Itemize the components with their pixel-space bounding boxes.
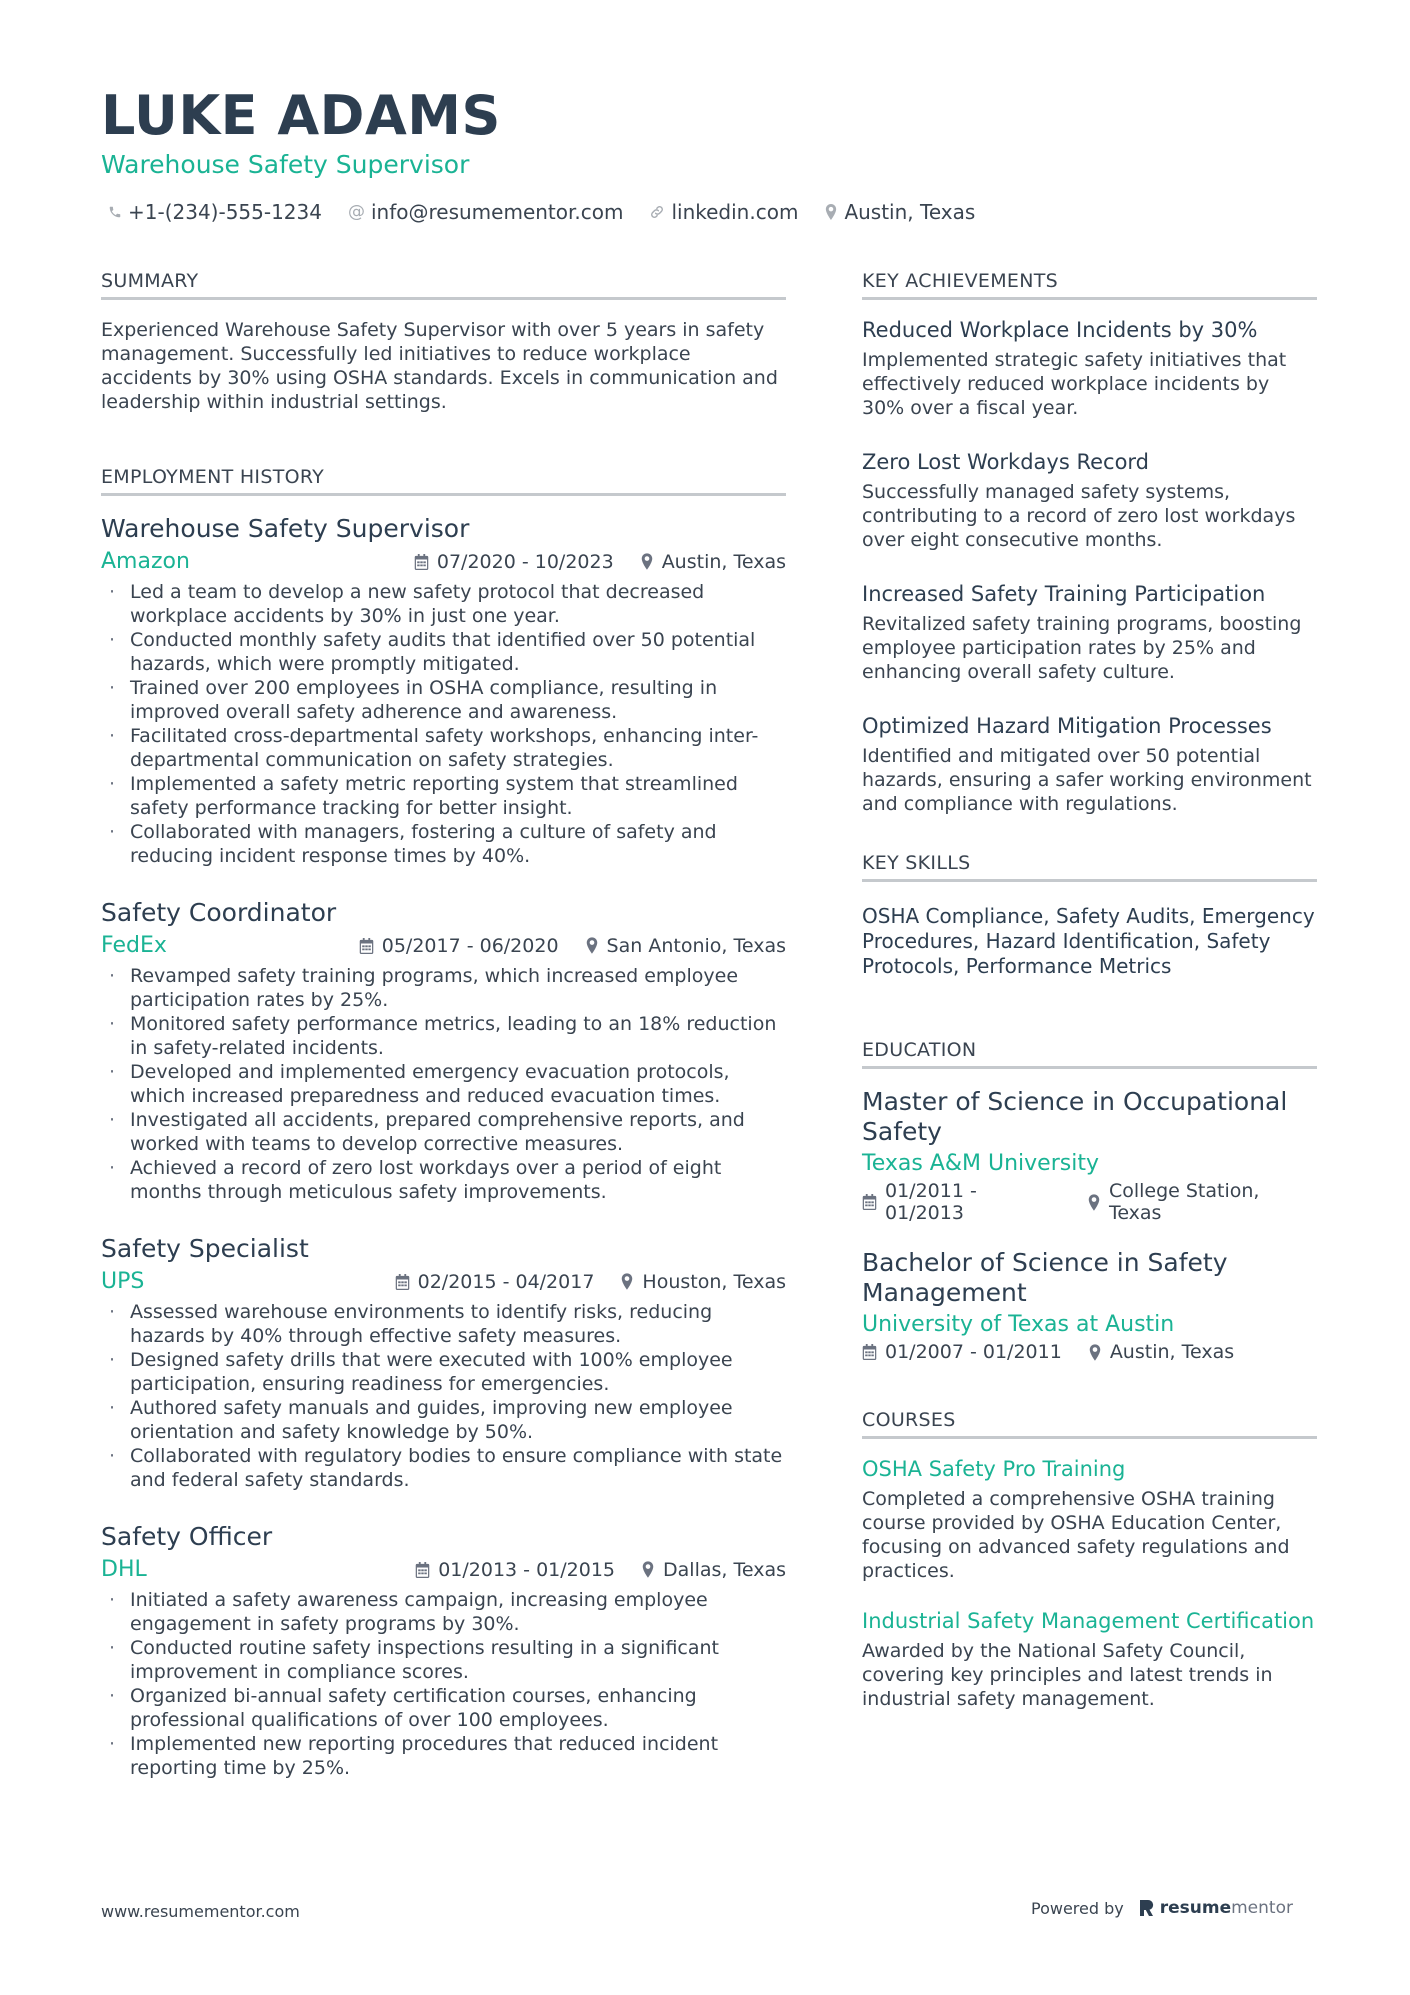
job-meta-row bbox=[101, 933, 786, 958]
skills-heading: KEY SKILLS bbox=[862, 852, 1317, 882]
bullet-item: · Designed safety drills that were executed with 100% employee participation, ensuring readiness for emergencies. bbox=[101, 1348, 786, 1396]
contact-bar bbox=[108, 200, 975, 224]
candidate-name: LUKE ADAMS bbox=[101, 84, 501, 147]
location-text: Austin, Texas bbox=[661, 550, 786, 573]
date-range bbox=[862, 1180, 1061, 1224]
achievement-title: Reduced Workplace Incidents by 30% bbox=[862, 318, 1258, 342]
school-name: Texas A&M University bbox=[862, 1151, 1099, 1176]
education-item bbox=[862, 1248, 1317, 1363]
contact-location bbox=[824, 200, 975, 224]
job-entry bbox=[101, 514, 786, 868]
job-bullets bbox=[101, 580, 786, 868]
job-entry bbox=[101, 1234, 786, 1492]
education-meta bbox=[862, 1180, 1317, 1224]
map-pin-icon bbox=[824, 204, 838, 220]
bullet-item: · Developed and implemented emergency evacuation protocols, which increased preparedness and reduced evacuation times. bbox=[101, 1060, 786, 1108]
achievement-list bbox=[862, 318, 1317, 816]
left-column bbox=[101, 270, 786, 1810]
right-column bbox=[862, 270, 1317, 1737]
location bbox=[620, 1271, 786, 1293]
brand-mark-icon bbox=[1138, 1899, 1154, 1917]
job-title: Safety Specialist bbox=[101, 1234, 309, 1263]
contact-phone[interactable] bbox=[108, 200, 322, 224]
course-text: Completed a comprehensive OSHA training course provided by OSHA Education Center, focusing on advanced safety regulations and practices. bbox=[862, 1488, 1290, 1582]
course-text: Awarded by the National Safety Council, covering key principles and latest trends in industrial safety management. bbox=[862, 1640, 1273, 1710]
achievement-title: Zero Lost Workdays Record bbox=[862, 450, 1150, 474]
job-title: Safety Officer bbox=[101, 1522, 273, 1551]
bullet-item: · Collaborated with regulatory bodies to ensure compliance with state and federal safety standards. bbox=[101, 1444, 786, 1492]
company-name: Amazon bbox=[101, 549, 190, 574]
phone-icon bbox=[108, 205, 122, 219]
bullet-item: · Monitored safety performance metrics, leading to an 18% reduction in safety-related incidents. bbox=[101, 1012, 786, 1060]
bullet-item: · Investigated all accidents, prepared comprehensive reports, and worked with teams to develop corrective measures. bbox=[101, 1108, 786, 1156]
map-pin-icon bbox=[1087, 1194, 1101, 1211]
job-meta bbox=[414, 551, 786, 573]
contact-email-text: info@resumementor.com bbox=[370, 200, 624, 224]
bullet-item: · Initiated a safety awareness campaign, increasing employee engagement in safety programs by 30%. bbox=[101, 1588, 786, 1636]
dates-text: 01/2013 - 01/2015 bbox=[438, 1558, 616, 1581]
job-meta-row bbox=[101, 1557, 786, 1582]
date-range bbox=[395, 1271, 595, 1293]
company-name: UPS bbox=[101, 1269, 145, 1294]
education-item bbox=[862, 1087, 1317, 1224]
location bbox=[585, 935, 786, 957]
course-item bbox=[862, 1457, 1317, 1583]
calendar-icon bbox=[862, 1344, 877, 1360]
calendar-icon bbox=[395, 1274, 410, 1290]
contact-linkedin[interactable] bbox=[649, 200, 798, 224]
skills-text: OSHA Compliance, Safety Audits, Emergency Procedures, Hazard Identification, Safety Protocols, Performance Metrics bbox=[862, 904, 1315, 978]
location bbox=[640, 551, 786, 573]
company-name: DHL bbox=[101, 1557, 147, 1582]
achievement-title: Increased Safety Training Participation bbox=[862, 582, 1266, 606]
job-list bbox=[101, 514, 786, 1780]
course-title: Industrial Safety Management Certification bbox=[862, 1609, 1315, 1633]
contact-phone-text: +1-(234)-555-1234 bbox=[128, 200, 322, 224]
company-name: FedEx bbox=[101, 933, 167, 958]
dates-text: 01/2007 - 01/2011 bbox=[885, 1341, 1062, 1363]
job-meta bbox=[359, 935, 786, 957]
footer-website[interactable]: www.resumementor.com bbox=[101, 1902, 300, 1921]
calendar-icon bbox=[862, 1194, 877, 1210]
employment-heading: EMPLOYMENT HISTORY bbox=[101, 466, 786, 496]
job-title: Warehouse Safety Supervisor bbox=[101, 514, 470, 543]
courses-heading: COURSES bbox=[862, 1409, 1317, 1439]
degree-title: Master of Science in Occupational Safety bbox=[862, 1087, 1288, 1146]
at-icon: @ bbox=[347, 202, 365, 222]
contact-linkedin-text: linkedin.com bbox=[671, 200, 799, 224]
date-range bbox=[862, 1341, 1062, 1363]
calendar-icon bbox=[359, 938, 374, 954]
achievement-text: Revitalized safety training programs, boosting employee participation rates by 25% and enhancing overall safety culture. bbox=[862, 613, 1302, 683]
degree-title: Bachelor of Science in Safety Management bbox=[862, 1248, 1228, 1307]
achievement-item bbox=[862, 714, 1317, 816]
education-heading: EDUCATION bbox=[862, 1039, 1317, 1069]
achievement-text: Implemented strategic safety initiatives that effectively reduced workplace incidents by 30% over a fiscal year. bbox=[862, 349, 1287, 419]
contact-email[interactable] bbox=[348, 200, 623, 224]
bullet-item: · Achieved a record of zero lost workdays over a period of eight months through meticulous safety improvements. bbox=[101, 1156, 786, 1204]
summary-heading: SUMMARY bbox=[101, 270, 786, 300]
job-bullets bbox=[101, 1588, 786, 1780]
bullet-item: · Authored safety manuals and guides, improving new employee orientation and safety knowledge by 50%. bbox=[101, 1396, 786, 1444]
bullet-item: · Organized bi-annual safety certification courses, enhancing professional qualifications of over 100 employees. bbox=[101, 1684, 786, 1732]
bullet-item: · Conducted monthly safety audits that identified over 50 potential hazards, which were promptly mitigated. bbox=[101, 628, 786, 676]
education-meta bbox=[862, 1341, 1317, 1363]
map-pin-icon bbox=[640, 553, 654, 570]
map-pin-icon bbox=[1088, 1344, 1102, 1361]
course-title: OSHA Safety Pro Training bbox=[862, 1457, 1126, 1481]
dates-text: 01/2011 - 01/2013 bbox=[885, 1180, 977, 1224]
course-list bbox=[862, 1457, 1317, 1711]
bullet-item: · Collaborated with managers, fostering a culture of safety and reducing incident response times by 40%. bbox=[101, 820, 786, 868]
bullet-item: · Implemented a safety metric reporting system that streamlined safety performance tracking for better insight. bbox=[101, 772, 786, 820]
footer-brand bbox=[1031, 1898, 1293, 1918]
location-text: Houston, Texas bbox=[642, 1270, 786, 1293]
bullet-item: · Facilitated cross-departmental safety workshops, enhancing inter-departmental communication on safety strategies. bbox=[101, 724, 786, 772]
achievements-heading: KEY ACHIEVEMENTS bbox=[862, 270, 1317, 300]
powered-by-label: Powered by bbox=[1031, 1898, 1124, 1918]
date-range bbox=[415, 1559, 615, 1581]
achievement-text: Identified and mitigated over 50 potential hazards, ensuring a safer working environment and compliance with regulations. bbox=[862, 745, 1312, 815]
education-list bbox=[862, 1087, 1317, 1363]
achievement-item bbox=[862, 582, 1317, 684]
achievement-item bbox=[862, 450, 1317, 552]
job-bullets bbox=[101, 964, 786, 1204]
bullet-item: · Implemented new reporting procedures that reduced incident reporting time by 25%. bbox=[101, 1732, 786, 1780]
bullet-item: · Assessed warehouse environments to identify risks, reducing hazards by 40% through effective safety measures. bbox=[101, 1300, 786, 1348]
location bbox=[641, 1559, 786, 1581]
candidate-title: Warehouse Safety Supervisor bbox=[101, 150, 470, 179]
calendar-icon bbox=[414, 554, 429, 570]
location-text: College Station, Texas bbox=[1108, 1180, 1260, 1224]
map-pin-icon bbox=[620, 1273, 634, 1290]
location bbox=[1087, 1180, 1317, 1224]
date-range bbox=[414, 551, 614, 573]
location bbox=[1088, 1341, 1234, 1363]
map-pin-icon bbox=[585, 937, 599, 954]
dates-text: 07/2020 - 10/2023 bbox=[436, 550, 614, 573]
brand-logo[interactable] bbox=[1138, 1898, 1293, 1918]
location-text: Dallas, Texas bbox=[663, 1558, 786, 1581]
location-text: San Antonio, Texas bbox=[606, 934, 786, 957]
achievement-text: Successfully managed safety systems, contributing to a record of zero lost workdays over eight consecutive months. bbox=[862, 481, 1296, 551]
school-name: University of Texas at Austin bbox=[862, 1312, 1175, 1337]
bullet-item: · Conducted routine safety inspections resulting in a significant improvement in compliance scores. bbox=[101, 1636, 786, 1684]
achievement-item bbox=[862, 318, 1317, 420]
bullet-item: · Trained over 200 employees in OSHA compliance, resulting in improved overall safety adherence and awareness. bbox=[101, 676, 786, 724]
link-icon bbox=[649, 204, 665, 220]
dates-text: 05/2017 - 06/2020 bbox=[381, 934, 559, 957]
job-meta bbox=[395, 1271, 786, 1293]
dates-text: 02/2015 - 04/2017 bbox=[417, 1270, 595, 1293]
brand-name-a: resume bbox=[1159, 1898, 1232, 1918]
map-pin-icon bbox=[641, 1561, 655, 1578]
location-text: Austin, Texas bbox=[1109, 1341, 1235, 1363]
job-entry bbox=[101, 898, 786, 1204]
job-entry bbox=[101, 1522, 786, 1780]
summary-text: Experienced Warehouse Safety Supervisor with over 5 years in safety management. Successfully led initiatives to reduce workplace accidents by 30% using OSHA standards. Excels in communication and leadership within industrial settings. bbox=[101, 319, 778, 413]
calendar-icon bbox=[415, 1562, 430, 1578]
job-meta-row bbox=[101, 549, 786, 574]
bullet-item: · Revamped safety training programs, which increased employee participation rates by 25%. bbox=[101, 964, 786, 1012]
brand-name-b: mentor bbox=[1231, 1898, 1293, 1918]
job-title: Safety Coordinator bbox=[101, 898, 337, 927]
job-bullets bbox=[101, 1300, 786, 1492]
bullet-item: · Led a team to develop a new safety protocol that decreased workplace accidents by 30% in just one year. bbox=[101, 580, 786, 628]
achievement-title: Optimized Hazard Mitigation Processes bbox=[862, 714, 1272, 738]
course-item bbox=[862, 1609, 1317, 1711]
job-meta-row bbox=[101, 1269, 786, 1294]
contact-location-text: Austin, Texas bbox=[844, 200, 976, 224]
date-range bbox=[359, 935, 559, 957]
job-meta bbox=[415, 1559, 786, 1581]
